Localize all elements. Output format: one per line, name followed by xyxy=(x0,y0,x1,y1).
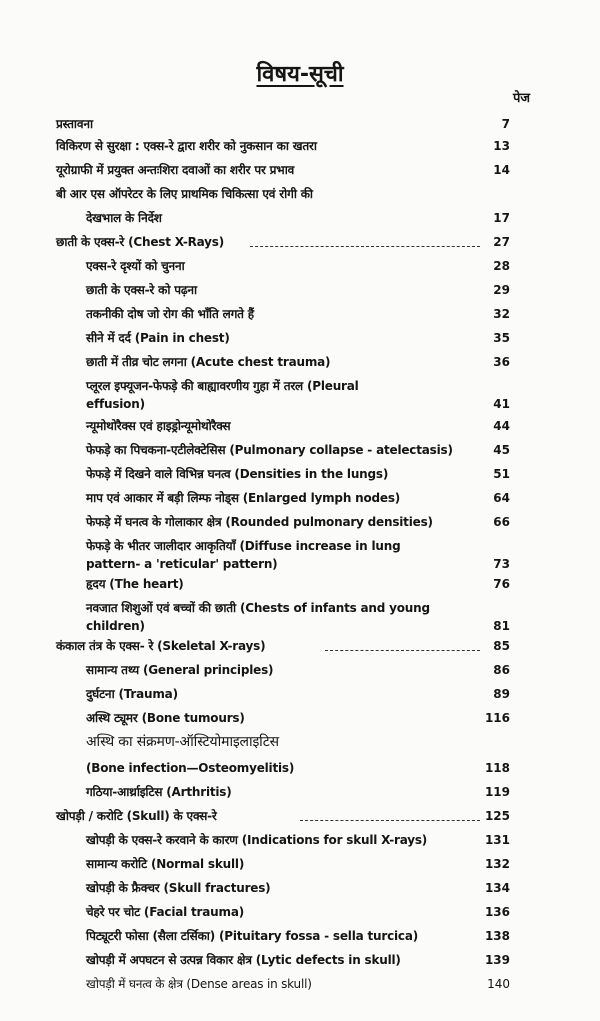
dotted-leader xyxy=(250,246,480,247)
dotted-leader xyxy=(325,650,480,651)
page-title: विषय-सूची xyxy=(256,62,344,87)
dotted-leader xyxy=(300,820,480,821)
page-column-header: पेज xyxy=(512,91,530,106)
